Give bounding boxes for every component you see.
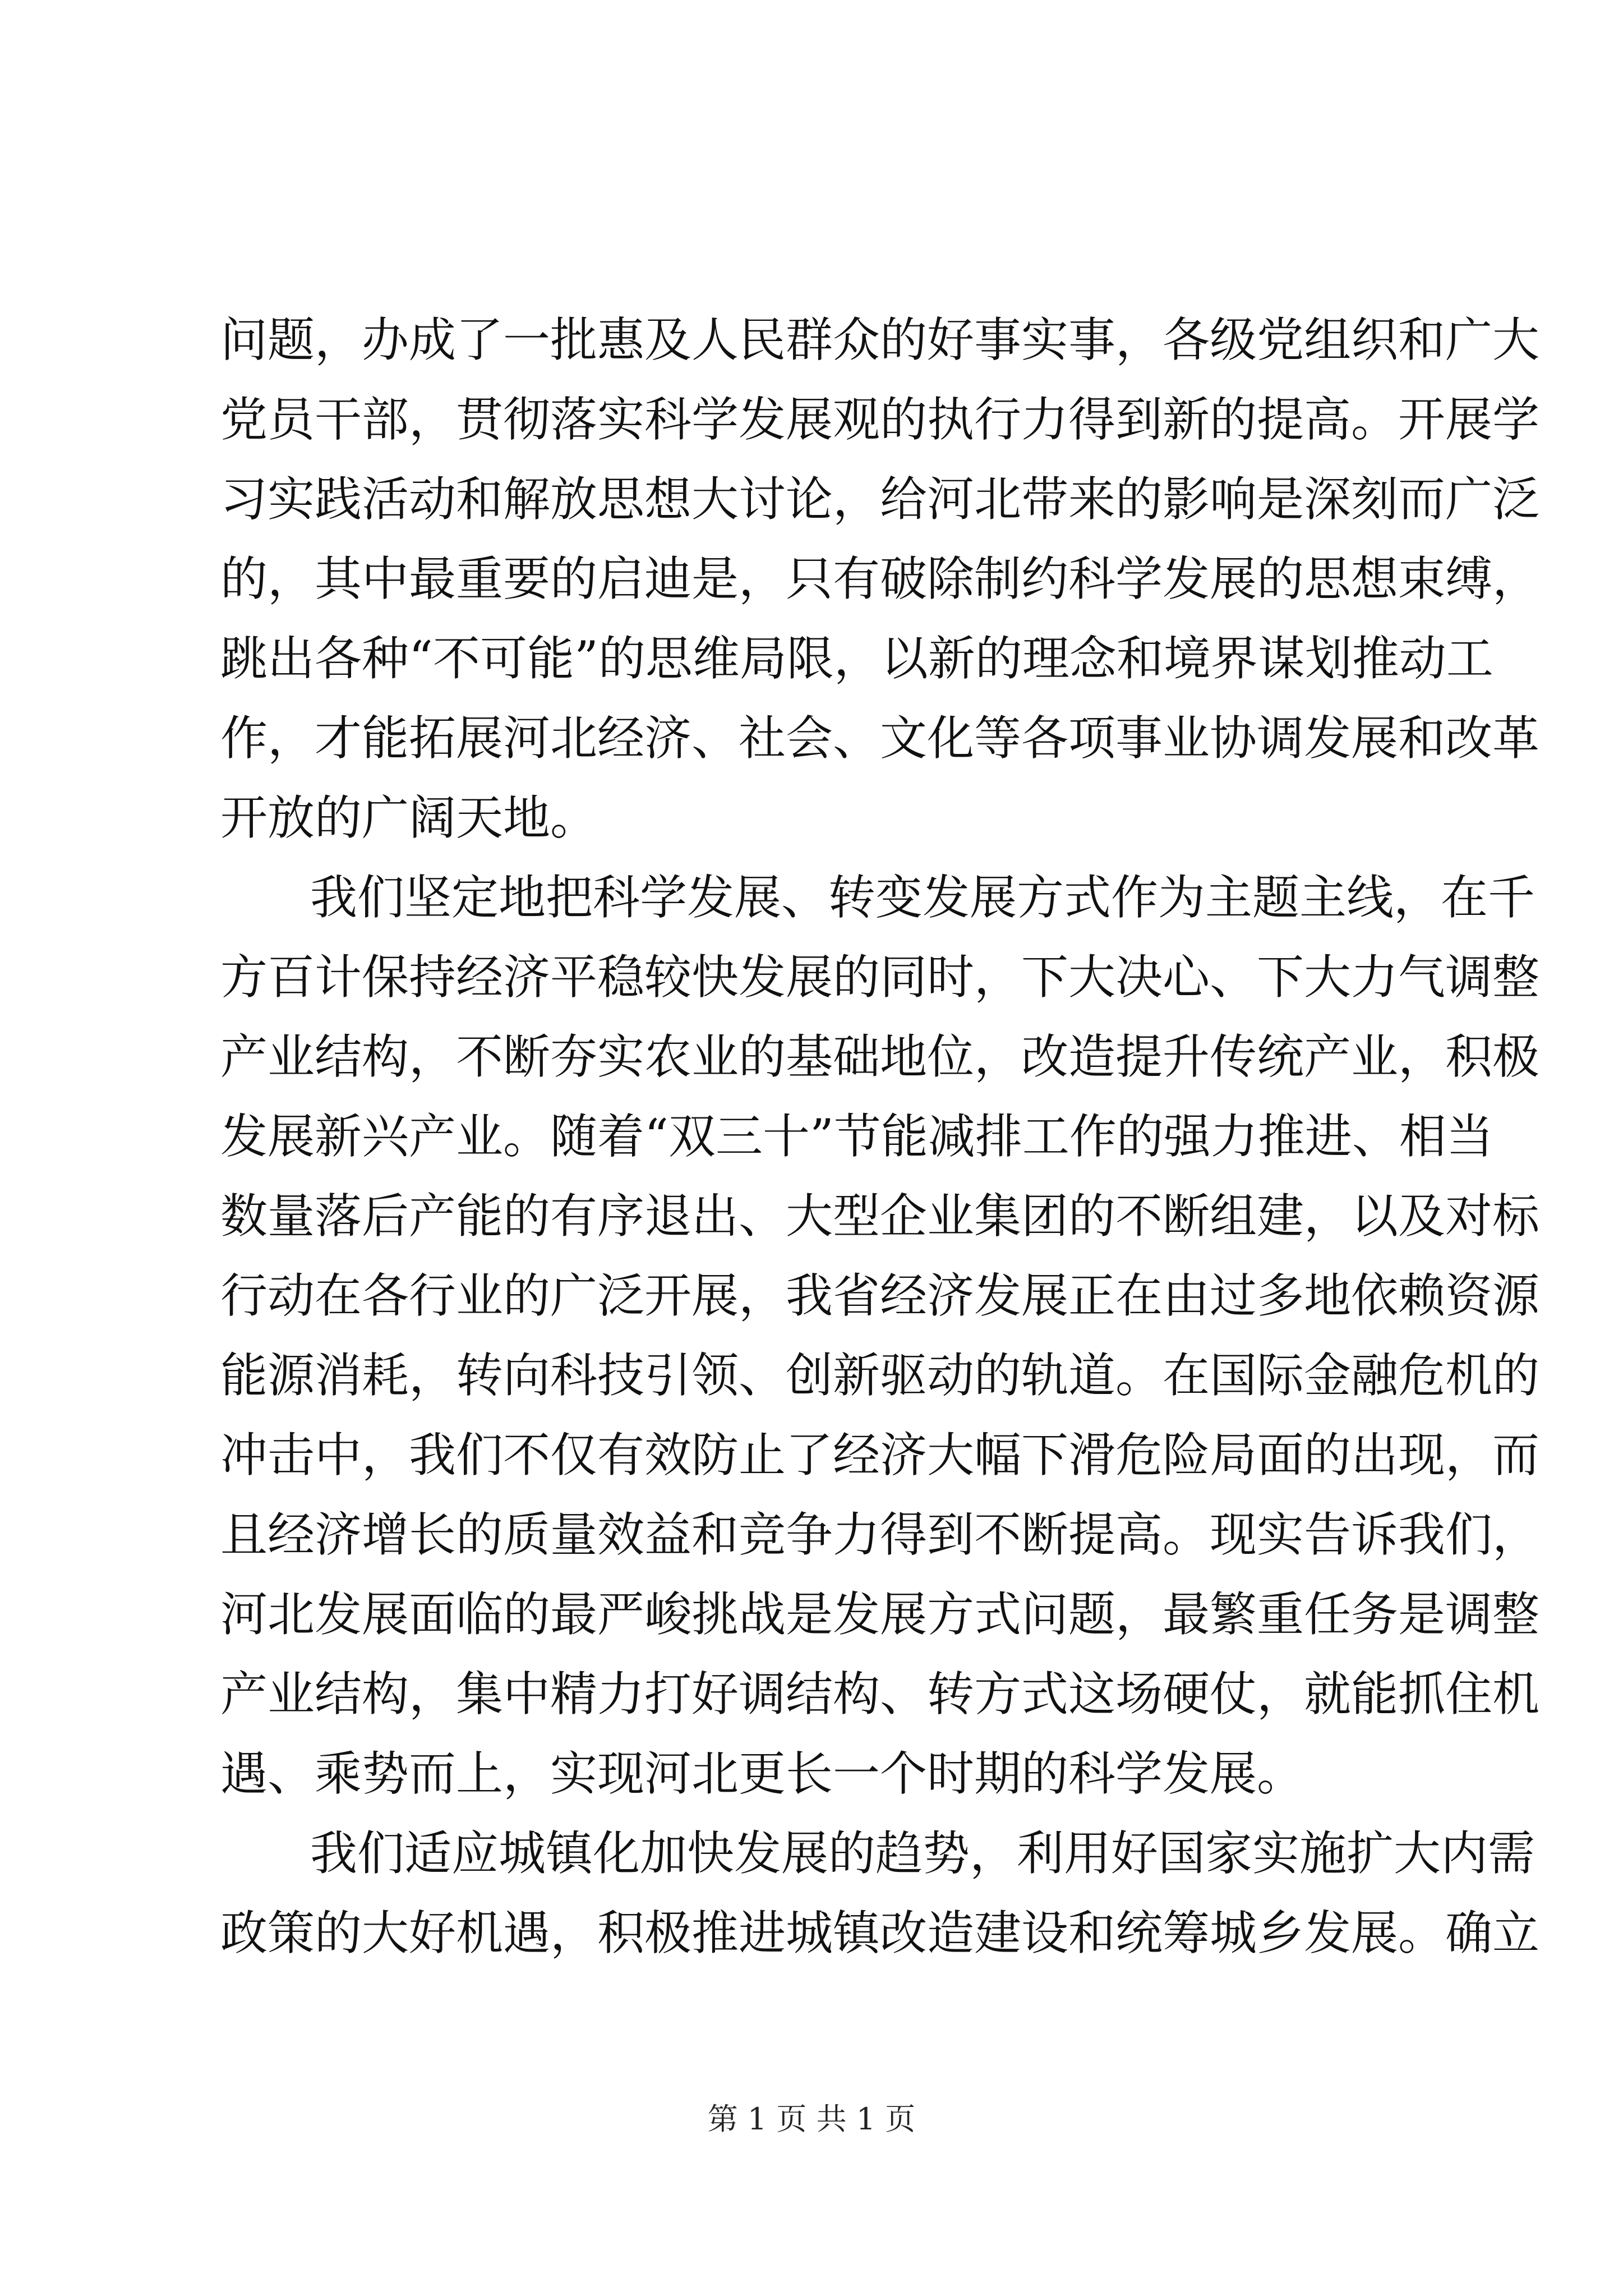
text-line-8-text: 我们坚定地把科学发展、转变发展方式作为主题主线，在千 bbox=[310, 870, 1536, 925]
text-line-15 bbox=[0, 1415, 1623, 1495]
text-line-21-text: 政策的大好机遇，积极推进城镇改造建设和统筹城乡发展。确立 bbox=[220, 1906, 1540, 1961]
text-line-18-text: 产业结构，集中精力打好调结构、转方式这场硬仗，就能抓住机 bbox=[220, 1667, 1540, 1722]
text-line-7-text: 开放的广阔天地。 bbox=[220, 790, 598, 845]
text-line-1-text: 问题，办成了一批惠及人民群众的好事实事，各级党组织和广大 bbox=[220, 312, 1540, 367]
text-line-5-text: 跳出各种“不可能”的思维局限，以新的理念和境界谋划推动工 bbox=[220, 631, 1493, 686]
text-line-6 bbox=[0, 698, 1623, 778]
text-line-13-text: 行动在各行业的广泛开展，我省经济发展正在由过多地依赖资源 bbox=[220, 1268, 1540, 1323]
text-line-20-text: 我们适应城镇化加快发展的趋势，利用好国家实施扩大内需 bbox=[310, 1826, 1536, 1881]
text-line-13 bbox=[0, 1256, 1623, 1336]
text-line-16 bbox=[0, 1495, 1623, 1575]
text-line-4-text: 的，其中最重要的启迪是，只有破除制约科学发展的思想束缚， bbox=[220, 551, 1540, 606]
text-line-3-text: 习实践活动和解放思想大讨论，给河北带来的影响是深刻而广泛 bbox=[220, 472, 1540, 527]
text-line-10-text: 产业结构，不断夯实农业的基础地位，改造提升传统产业，积极 bbox=[220, 1029, 1540, 1084]
text-line-18 bbox=[0, 1654, 1623, 1734]
text-line-14-text: 能源消耗，转向科技引领、创新驱动的轨道。在国际金融危机的 bbox=[220, 1348, 1540, 1403]
text-line-8 bbox=[0, 858, 1623, 937]
text-line-2-text: 党员干部，贯彻落实科学发展观的执行力得到新的提高。开展学 bbox=[220, 392, 1540, 447]
text-line-16-text: 且经济增长的质量效益和竞争力得到不断提高。现实告诉我们， bbox=[220, 1507, 1540, 1562]
text-line-9-text: 方百计保持经济平稳较快发展的同时，下大决心、下大力气调整 bbox=[220, 950, 1540, 1005]
text-line-7 bbox=[0, 778, 1623, 858]
text-line-21 bbox=[0, 1893, 1623, 1973]
text-line-4 bbox=[0, 539, 1623, 619]
text-line-1 bbox=[0, 300, 1623, 380]
text-line-12 bbox=[0, 1176, 1623, 1256]
text-line-3 bbox=[0, 459, 1623, 539]
text-line-9 bbox=[0, 937, 1623, 1017]
text-line-2 bbox=[0, 380, 1623, 459]
text-line-19-text: 遇、乘势而上，实现河北更长一个时期的科学发展。 bbox=[220, 1746, 1304, 1801]
text-line-17 bbox=[0, 1575, 1623, 1654]
text-line-12-text: 数量落后产能的有序退出、大型企业集团的不断组建，以及对标 bbox=[220, 1189, 1540, 1244]
text-line-10 bbox=[0, 1017, 1623, 1097]
text-line-15-text: 冲击中，我们不仅有效防止了经济大幅下滑危险局面的出现，而 bbox=[220, 1428, 1540, 1483]
text-line-6-text: 作，才能拓展河北经济、社会、文化等各项事业协调发展和改革 bbox=[220, 711, 1540, 766]
text-line-17-text: 河北发展面临的最严峻挑战是发展方式问题，最繁重任务是调整 bbox=[220, 1587, 1540, 1642]
text-line-20 bbox=[0, 1814, 1623, 1893]
text-line-5 bbox=[0, 619, 1623, 698]
text-line-19 bbox=[0, 1734, 1623, 1814]
text-line-11-text: 发展新兴产业。随着“双三十”节能减排工作的强力推进、相当 bbox=[220, 1109, 1493, 1164]
page-number-footer: 第 1 页 共 1 页 bbox=[707, 2101, 916, 2137]
text-line-14 bbox=[0, 1336, 1623, 1415]
text-line-11 bbox=[0, 1097, 1623, 1176]
